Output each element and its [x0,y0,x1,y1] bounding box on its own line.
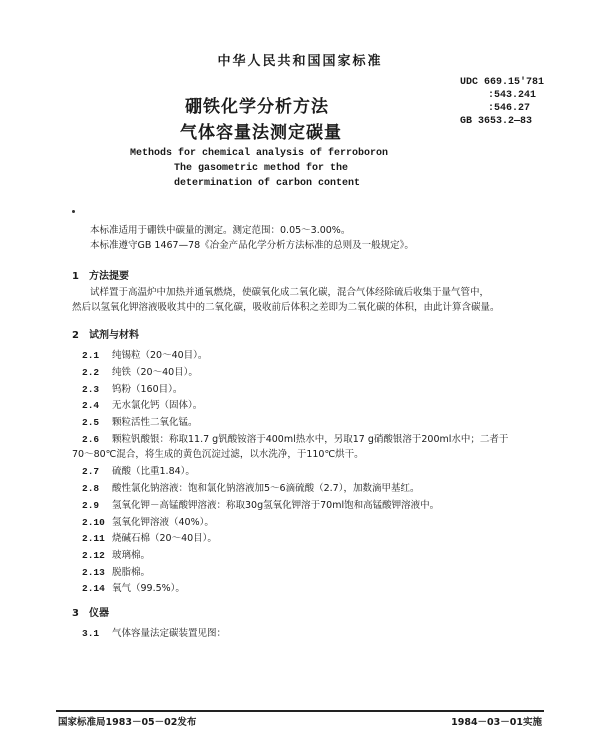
reagent-item: 2.3 钨粉（160目）。 [82,384,183,395]
reagent-item: 2.1 纯锡粒（20～40目）。 [82,350,208,361]
title-en-line2: The gasometric method for the [174,163,349,174]
reagent-item: 2.5 颗粒活性二氧化锰。 [82,417,198,428]
udc-line: :543.241 [487,90,536,101]
separator-dot [72,210,75,213]
title-zh-line1: 硼铁化学分析方法 [185,97,329,117]
reagent-item: 2.13 脱脂棉。 [82,567,151,578]
reagent-item: 2.9 氢氧化钾－高锰酸钾溶液：称取30g氢氧化钾溶于70ml饱和高锰酸钾溶液中。 [82,500,440,511]
reagent-item: 2.11 烧碱石棉（20～40目）。 [82,533,217,544]
reagent-item: 2.12 玻璃棉。 [82,550,151,561]
title-en-line1: Methods for chemical analysis of ferroboron [130,148,389,159]
section-2-title: 2 试剂与材料 [72,330,139,341]
effective-date: 1984－03－01实施 [451,717,542,728]
reagent-item-continued: 70～80℃混合，将生成的黄色沉淀过滤，以水洗净，于110℃烘干。 [72,449,364,460]
issuer-header: 中华人民共和国国家标准 [217,54,383,69]
reagent-item: 2.10 氢氧化钾溶液（40%）。 [82,517,214,528]
section-3-title: 3 仪器 [72,608,109,619]
reagent-item: 2.4 无水氯化钙（固体）。 [82,400,203,411]
gb-code: GB 3653.2—83 [459,116,532,127]
udc-line: :546.27 [487,103,530,114]
reagent-item: 2.7 硫酸（比重1.84）。 [82,466,195,477]
section-1-text-line1: 试样置于高温炉中加热并通氧燃烧，使碳氧化成二氧化碳，混合气体经除硫后收集于量气管中， [90,287,490,298]
title-zh-line2: 气体容量法测定碳量 [180,123,342,143]
udc-line: UDC 669.15'781 [459,77,544,88]
section-1-text-line2: 然后以氢氧化钾溶液吸收其中的二氧化碳，吸收前后体积之差即为二氧化碳的体积，由此计算含碳量。 [72,302,500,313]
published-date: 国家标准局1983－05－02发布 [58,717,197,728]
reagent-item: 2.2 纯铁（20～40目）。 [82,367,198,378]
footer-rule [56,710,544,712]
section-3-1: 3.1 气体容量法定碳装置见图： [82,628,227,639]
reagent-item: 2.8 酸性氯化钠溶液：饱和氯化钠溶液加5～6滴硫酸（2.7），加数滴甲基红。 [82,483,420,494]
udc-classification [460,76,544,128]
intro-line2: 本标准遵守GB 1467—78《冶金产品化学分析方法标准的总则及一般规定》。 [90,240,414,251]
section-1-title: 1 方法提要 [72,271,129,282]
reagent-item: 2.14 氧气（99.5%）。 [82,583,185,594]
title-en-line3: determination of carbon content [174,178,361,189]
intro-line1: 本标准适用于硼铁中碳量的测定。测定范围：0.05～3.00%。 [90,225,351,236]
reagent-item: 2.6 颗粒钒酸银：称取11.7 g钒酸铵溶于400ml热水中，另取17 g硝酸银溶于200ml水中；二者于 [82,434,509,445]
